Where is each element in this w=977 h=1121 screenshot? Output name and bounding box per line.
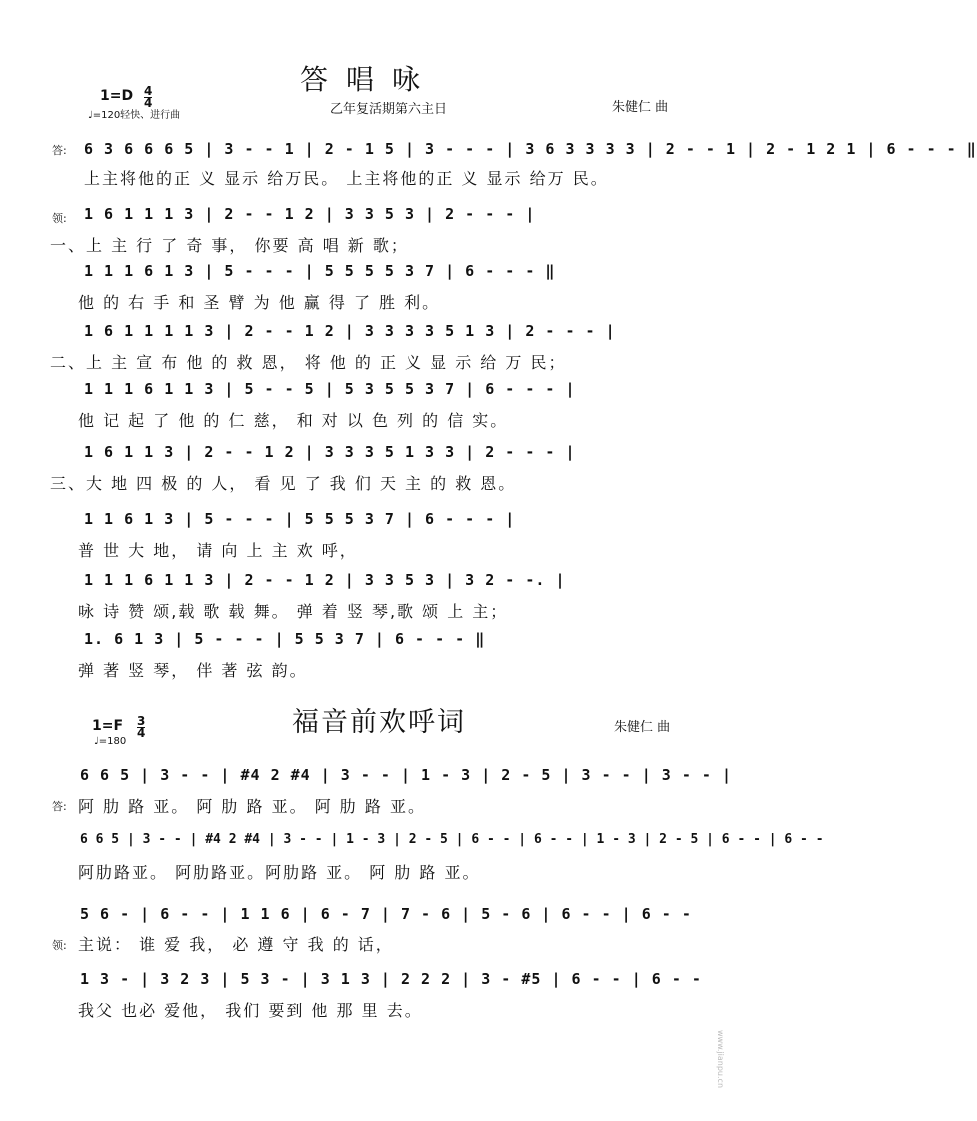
composer-credit: 朱健仁 曲 (612, 100, 669, 115)
role-label: 领: (52, 212, 67, 225)
key-signature: 1=D (100, 88, 134, 104)
lyrics-line: 弹 著 竖 琴， 伴 著 弦 韵。 (78, 661, 308, 680)
notation-line: 1 1 6 1 3 | 5 - - - | 5 5 5 3 7 | 6 - - - | (84, 510, 516, 528)
notation-line: 1 6 1 1 1 3 | 2 - - 1 2 | 3 3 5 3 | 2 - - - | (84, 205, 536, 223)
notation-line: 1 6 1 1 3 | 2 - - 1 2 | 3 3 3 5 1 3 3 | 2 - - - | (84, 443, 576, 461)
time-signature: 4 4 (144, 84, 153, 110)
page-title: 答唱咏 (300, 63, 439, 96)
role-label: 答: (52, 800, 67, 813)
tempo-marking-2: ♩=180 (94, 736, 127, 747)
lyrics-line: 三、大 地 四 极 的 人， 看 见 了 我 们 天 主 的 救 恩。 (50, 474, 517, 493)
role-label: 答: (52, 144, 67, 157)
role-label: 领: (52, 939, 67, 952)
lyrics-line: 咏 诗 赞 颂,载 歌 载 舞。 弹 着 竖 琴,歌 颂 上 主； (78, 602, 509, 621)
time-signature-2: 3 4 (137, 714, 146, 740)
subtitle: 乙年复活期第六主日 (330, 102, 448, 117)
lyrics-line: 一、上 主 行 了 奇 事， 你要 高 唱 新 歌； (50, 236, 409, 255)
notation-line: 1 6 1 1 1 1 3 | 2 - - 1 2 | 3 3 3 3 5 1 3 | 2 - - - | (84, 322, 616, 340)
notation-line: 5 6 - | 6 - - | 1 1 6 | 6 - 7 | 7 - 6 | 5 - 6 | 6 - - | 6 - - (80, 905, 692, 923)
composer-credit-2: 朱健仁 曲 (614, 720, 671, 735)
notation-line: 1 1 1 6 1 1 3 | 2 - - 1 2 | 3 3 5 3 | 3 2 - -. | (84, 571, 566, 589)
lyrics-line: 他 的 右 手 和 圣 臂 为 他 赢 得 了 胜 利。 (78, 293, 441, 312)
notation-line: 1. 6 1 3 | 5 - - - | 5 5 3 7 | 6 - - - ‖ (84, 630, 486, 648)
watermark: www.jianpu.cn (716, 1030, 725, 1089)
lyrics-line: 阿 肋 路 亚。 阿 肋 路 亚。 阿 肋 路 亚。 (78, 797, 426, 816)
lyrics-line: 二、上 主 宣 布 他 的 救 恩， 将 他 的 正 义 显 示 给 万 民； (50, 353, 567, 372)
key-signature-2: 1=F (92, 718, 124, 734)
notation-line: 1 1 1 6 1 3 | 5 - - - | 5 5 5 5 3 7 | 6 - - - ‖ (84, 262, 556, 280)
notation-line: 1 1 1 6 1 1 3 | 5 - - 5 | 5 3 5 5 3 7 | 6 - - - | (84, 380, 576, 398)
notation-line: 1 3 - | 3 2 3 | 5 3 - | 3 1 3 | 2 2 2 | 3 - #5 | 6 - - | 6 - - (80, 970, 702, 988)
lyrics-line: 他 记 起 了 他 的 仁 慈， 和 对 以 色 列 的 信 实。 (78, 411, 509, 430)
notation-line: 6 3 6 6 6 5 | 3 - - 1 | 2 - 1 5 | 3 - - - | 3 6 3 3 3 3 | 2 - - 1 | 2 - 1 2 1 | 6 - - - ‖ (84, 140, 977, 158)
notation-line: 6 6 5 | 3 - - | #4 2 #4 | 3 - - | 1 - 3 | 2 - 5 | 3 - - | 3 - - | (80, 766, 732, 784)
lyrics-line: 我父 也必 爱他， 我们 要到 他 那 里 去。 (78, 1001, 423, 1020)
lyrics-line: 普 世 大 地， 请 向 上 主 欢 呼， (78, 541, 358, 560)
notation-line: 6 6 5 | 3 - - | #4 2 #4 | 3 - - | 1 - 3 | 2 - 5 | 6 - - | 6 - - | 1 - 3 | 2 - 5 | 6 - - | 6 - - (80, 832, 824, 847)
tempo-marking: ♩=120轻快、进行曲 (88, 110, 181, 121)
lyrics-line: 上主将他的正 义 显示 给万民。 上主将他的正 义 显示 给万 民。 (84, 169, 609, 188)
section-title: 福音前欢呼词 (292, 707, 466, 738)
lyrics-line: 阿肋路亚。 阿肋路亚。阿肋路 亚。 阿 肋 路 亚。 (78, 863, 481, 882)
lyrics-line: 主说： 谁 爱 我， 必 遵 守 我 的 话， (78, 935, 394, 954)
